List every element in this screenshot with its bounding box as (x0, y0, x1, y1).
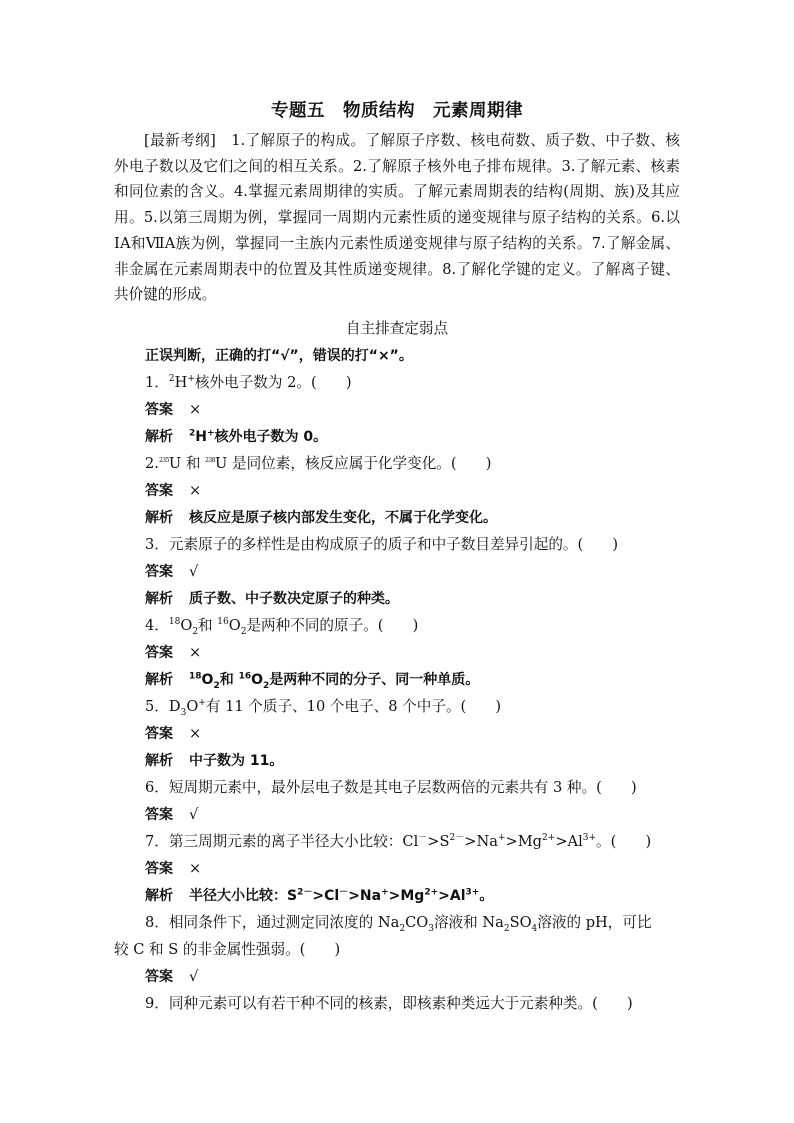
page-title: 专题五 物质结构 元素周期律 (271, 101, 523, 121)
syllabus-paragraph (114, 128, 680, 308)
syllabus-label: [最新考纲] (144, 132, 216, 149)
answer-4: 答案 × (145, 644, 202, 661)
analysis-1: 解析 $^2$H+核外电子数为 0。 (145, 428, 328, 445)
instruction: 正误判断，正确的打“√”，错误的打“×”。 (145, 348, 413, 364)
section-heading: 自主排查定弱点 (345, 320, 449, 337)
answer-8: 答案 √ (145, 968, 199, 985)
question-6: 6．短周期元素中，最外层电子数是其电子层数两倍的元素共有 3 种。( ) (145, 779, 637, 796)
analysis-4: 解析 $^{18}O_2$和 $^{16}O_2$是两种不同的分子、同一种单质。 (145, 671, 480, 691)
answer-7: 答案 × (145, 860, 202, 877)
answer-5: 答案 × (145, 725, 202, 742)
question-5: 5．$D_3O^+$有 11 个质子、10 个电子、8 个中子。( ) (145, 698, 502, 718)
question-4: 4．$^{18}O_2$和 $^{16}O_2$是两种不同的原子。( ) (145, 617, 419, 637)
answer-1: 答案 × (145, 401, 202, 418)
analysis-7: 解析 半径大小比较：$S^{2-}>Cl^->Na^+>Mg^{2+}>Al^{3+}$。 (145, 887, 494, 904)
answer-2: 答案 × (145, 482, 202, 499)
answer-6: 答案 √ (145, 806, 199, 823)
question-9: 9．同种元素可以有若干种不同的核素，即核素种类远大于元素种类。( ) (145, 995, 633, 1012)
question-2: 2.$^{235}$U 和 $^{238}$U 是同位素，核反应属于化学变化。( ) (145, 455, 492, 472)
question-7: 7．第三周期元素的离子半径大小比较：$Cl^->S^{2-}>Na^+>Mg^{2+}>Al^{3+}$。( ) (145, 833, 652, 850)
answer-3: 答案 √ (145, 563, 199, 580)
question-8-continued: 较 C 和 S 的非金属性强弱。( ) (114, 941, 341, 958)
question-1: 1．$^2$H+核外电子数为 2。( ) (145, 374, 352, 391)
syllabus-text: 1.了解原子的构成。了解原子序数、核电荷数、质子数、中子数、核外电子数以及它们之间的相互关系。2.了解原子核外电子排布规律。3.了解元素、核素和同位素的含义。4.掌握元素周期律的实质。了解元素周期表的结构(周期、族)及其应用。5.以第三周期为例，掌握同一周期内元素性质的递变规律与原子结构的关系。6.以ⅠA和ⅦA族为例，掌握同一主族内元素性质递变规律与原子结构的关系。7.了解金属、非金属在元素周期表中的位置及其性质递变规律。8.了解化学键的定义。了解离子键、共价键的形成。 (114, 132, 680, 304)
question-8: 8．相同条件下，通过测定同浓度的 $Na_2CO_3$溶液和 $Na_2SO_4$溶液的 pH，可比 (145, 914, 652, 934)
question-3: 3．元素原子的多样性是由构成原子的质子和中子数目差异引起的。( ) (145, 536, 619, 553)
analysis-5: 解析 中子数为 11。 (145, 753, 284, 769)
analysis-2: 解析 核反应是原子核内部发生变化，不属于化学变化。 (145, 510, 497, 526)
analysis-3: 解析 质子数、中子数决定原子的种类。 (145, 591, 399, 607)
